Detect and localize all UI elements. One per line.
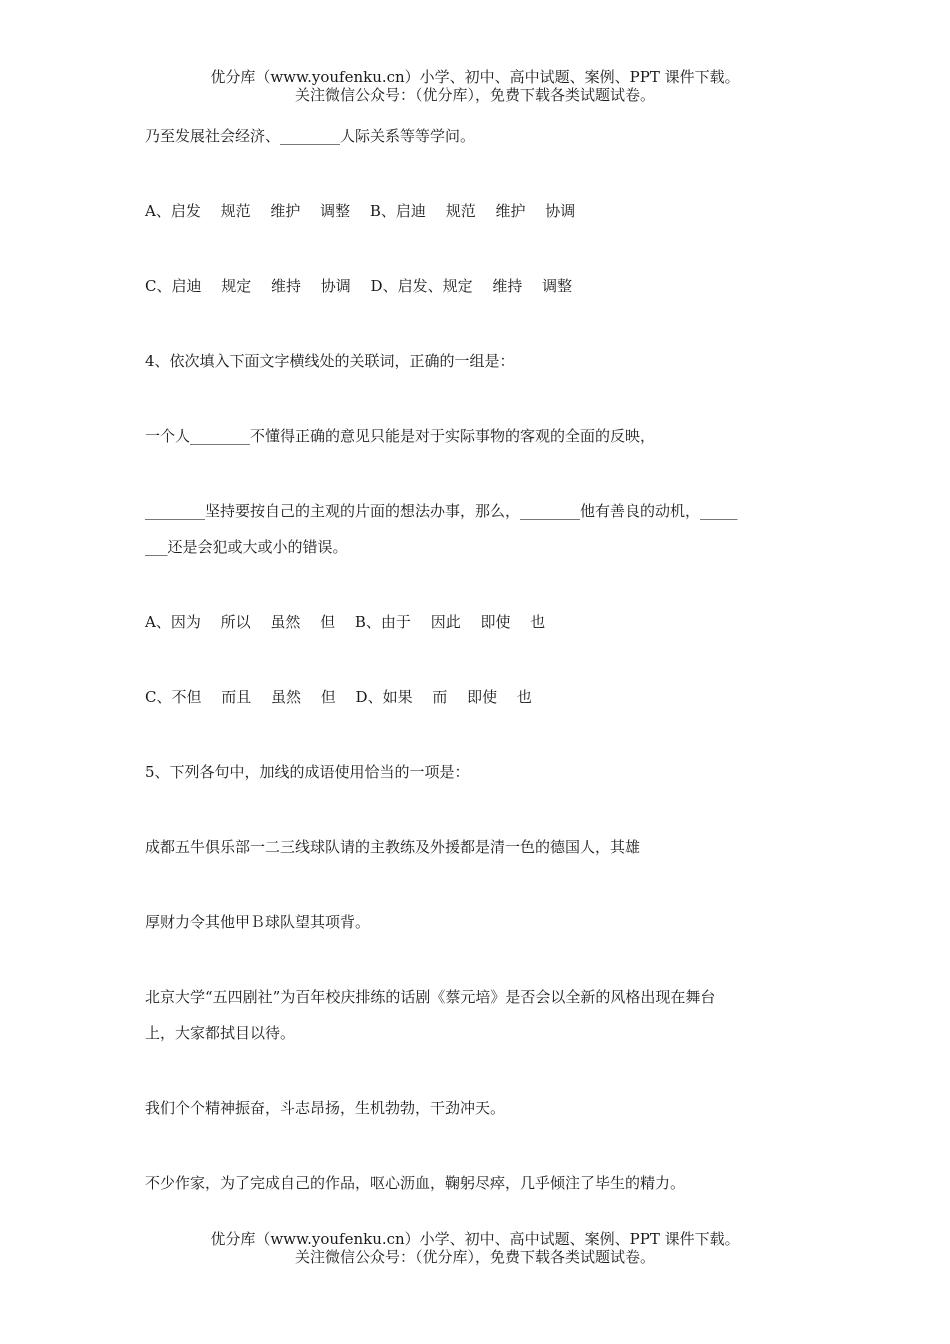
footer-line-2: 关注微信公众号：（优分库），免费下载各类试题试卷。 (294, 1248, 655, 1266)
text-line: 乃至发展社会经济、________人际关系等等学问。 (145, 127, 476, 145)
text-line: ________坚持要按自己的主观的片面的想法办事，那么，________他有善良的动机，_____ (145, 502, 738, 520)
question-4-title: 4、依次填入下面文字横线处的关联词，正确的一组是： (145, 352, 515, 370)
header-line-1: 优分库（www.youfenku.cn）小学、初中、高中试题、案例、PPT 课件下载。 (210, 68, 740, 86)
option-line: C、启迪 规定 维持 协调 D、启发、规定 维持 调整 (145, 277, 573, 295)
option-line: C、不但 而且 虽然 但 D、如果 而 即使 也 (145, 688, 532, 706)
footer-line-1: 优分库（www.youfenku.cn）小学、初中、高中试题、案例、PPT 课件下载。 (210, 1230, 740, 1248)
option-line: A、启发 规范 维护 调整 B、启迪 规范 维护 协调 (145, 202, 576, 220)
text-line: ___还是会犯或大或小的错误。 (145, 538, 348, 556)
text-line: 北京大学“五四剧社”为百年校庆排练的话剧《蔡元培》是否会以全新的风格出现在舞台 (145, 988, 716, 1006)
option-line: A、因为 所以 虽然 但 B、由于 因此 即使 也 (145, 613, 546, 631)
header-line-2: 关注微信公众号：（优分库），免费下载各类试题试卷。 (294, 86, 655, 104)
text-line: 厚财力令其他甲Ｂ球队望其项背。 (145, 913, 371, 931)
question-5-title: 5、下列各句中，加线的成语使用恰当的一项是： (145, 763, 470, 781)
text-line: 不少作家，为了完成自己的作品，呕心沥血，鞠躬尽瘁，几乎倾注了毕生的精力。 (145, 1174, 686, 1192)
text-line: 成都五牛俱乐部一二三线球队请的主教练及外援都是清一色的德国人，其雄 (145, 838, 641, 856)
text-line: 我们个个精神振奋，斗志昂扬，生机勃勃，干劲冲天。 (145, 1099, 506, 1117)
text-line: 上，大家都拭目以待。 (145, 1024, 296, 1042)
text-line: 一个人________不懂得正确的意见只能是对于实际事物的客观的全面的反映， (145, 427, 656, 445)
page-header (0, 68, 950, 104)
page-footer (0, 1230, 950, 1266)
